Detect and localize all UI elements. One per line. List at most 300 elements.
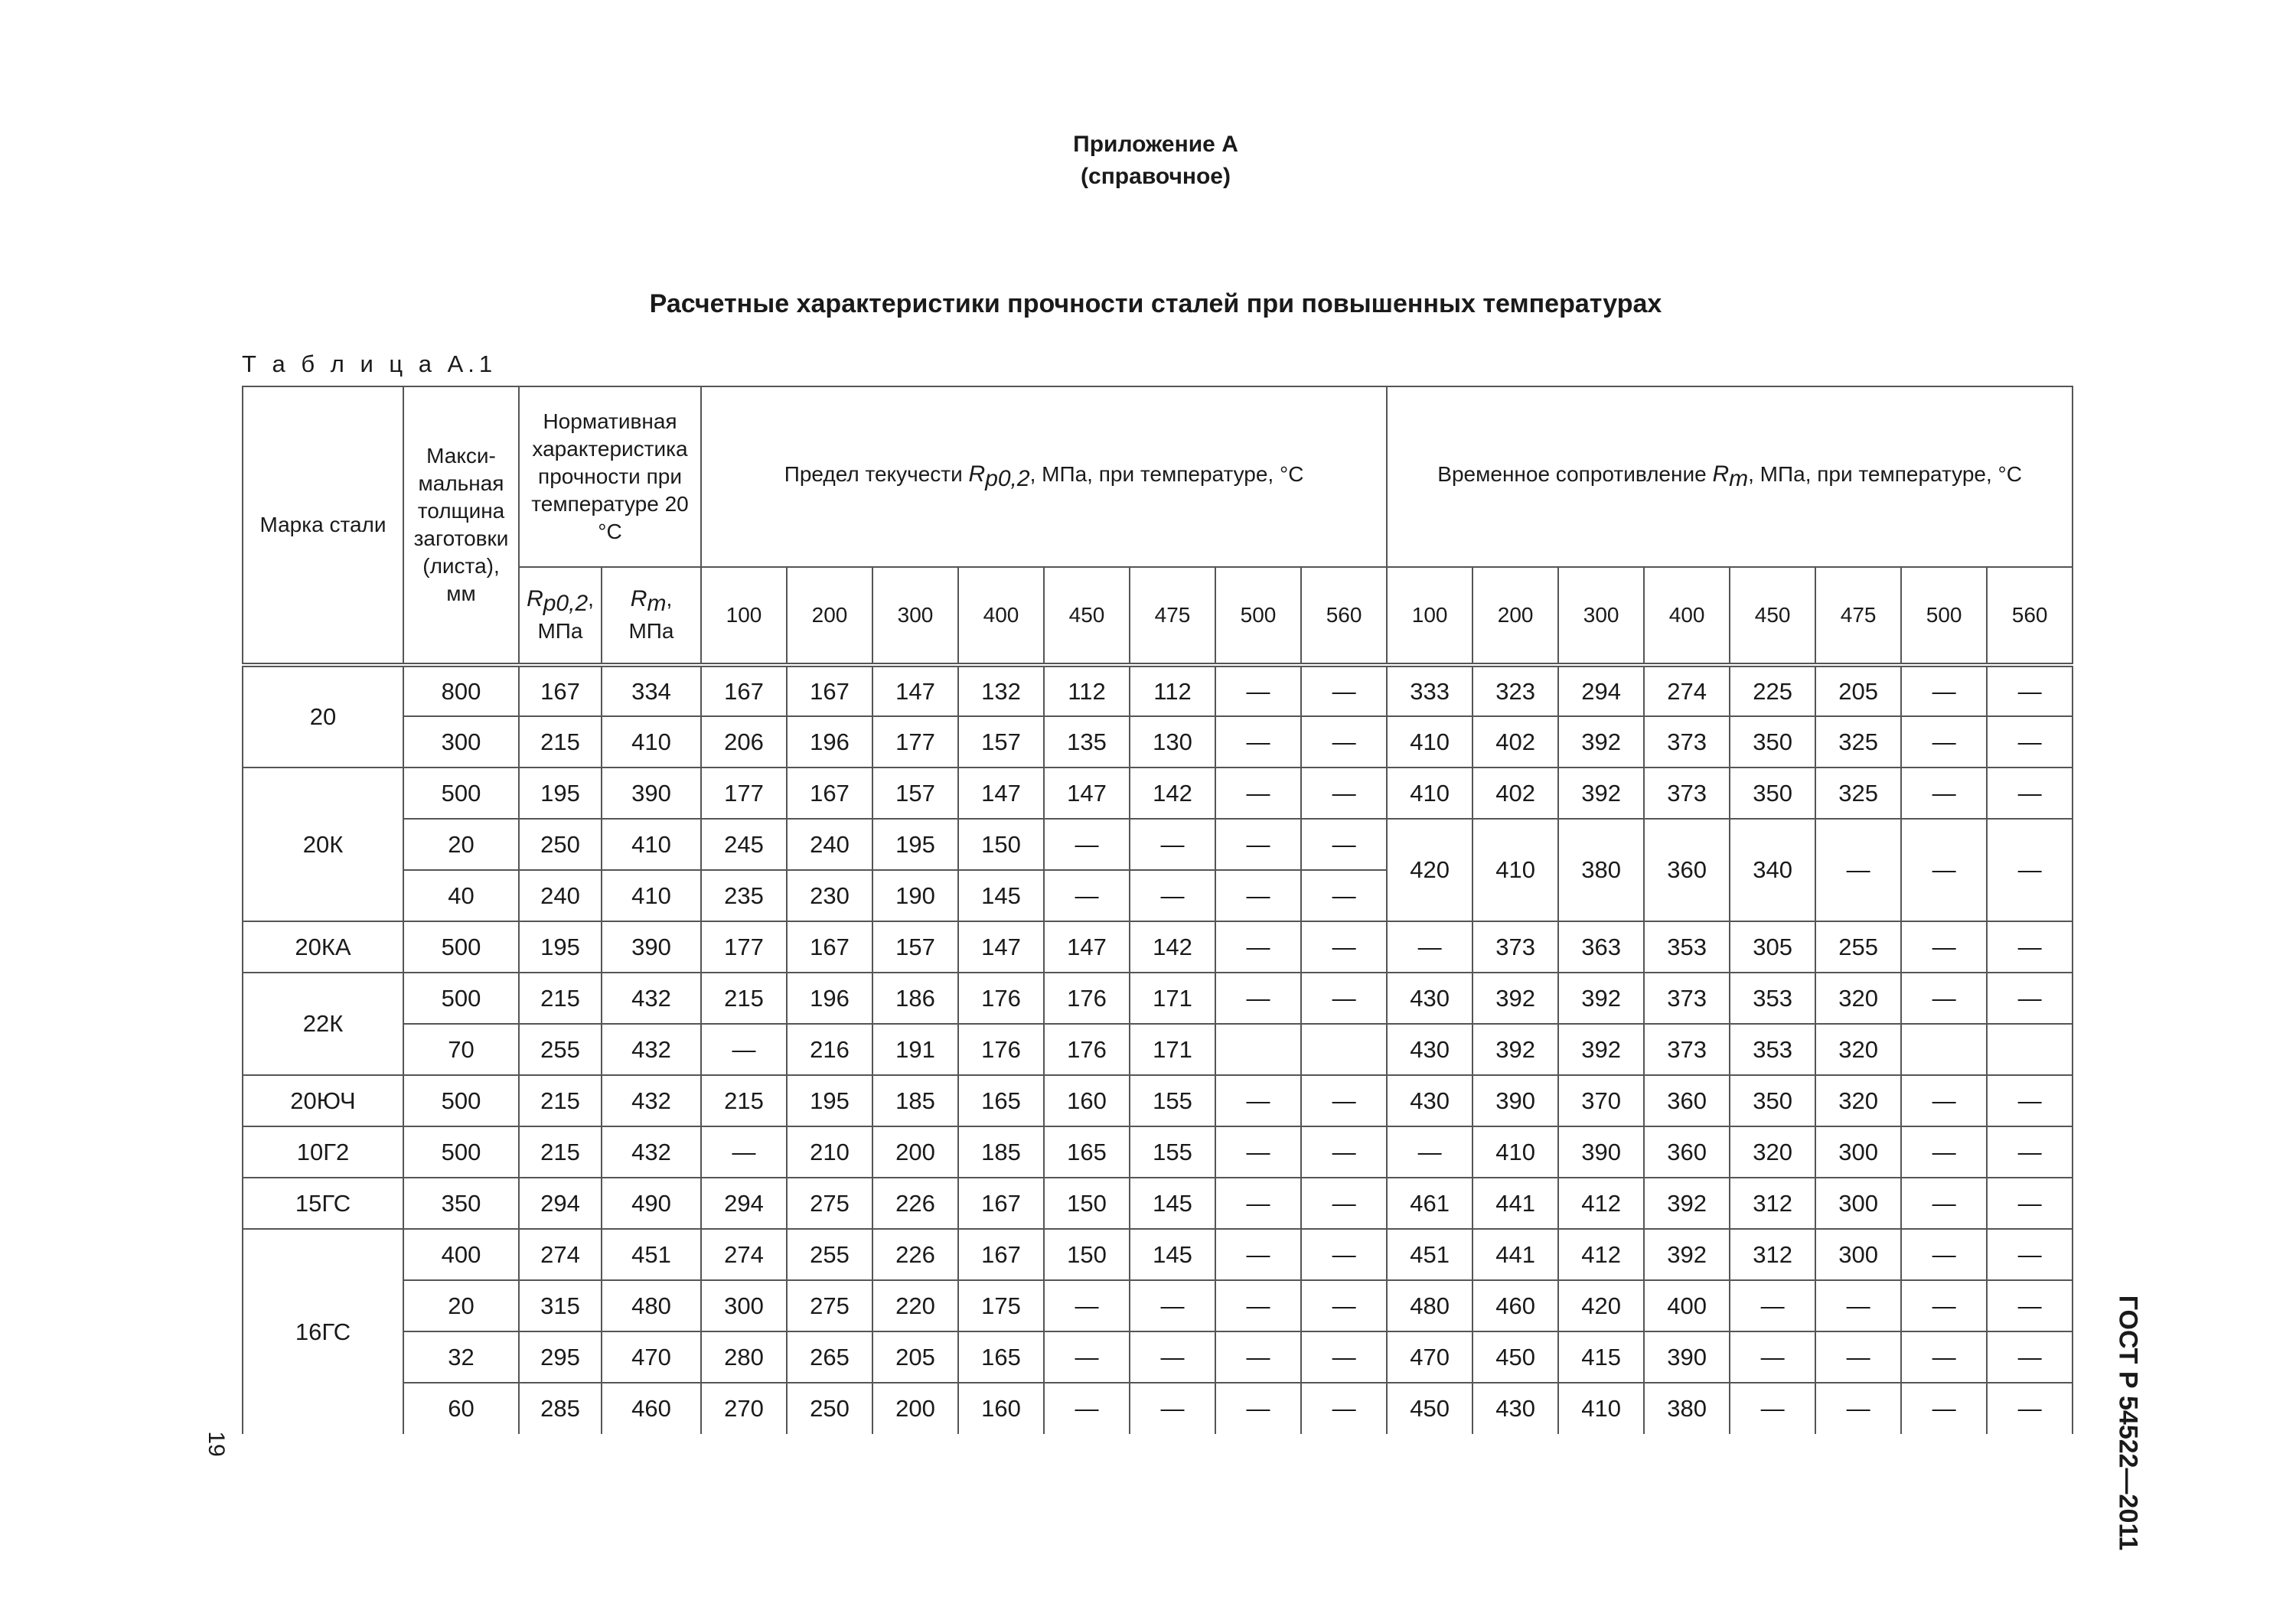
table-cell: — — [1901, 1075, 1987, 1126]
grade-cell: 20КА — [243, 921, 403, 973]
table-cell: 147 — [872, 665, 958, 716]
table-cell: — — [1901, 1331, 1987, 1383]
temperature-header: 475 — [1130, 567, 1215, 665]
table-cell: — — [1215, 1383, 1301, 1434]
table-cell: 165 — [958, 1331, 1044, 1383]
table-cell: — — [1301, 665, 1387, 716]
grade-cell: 20ЮЧ — [243, 1075, 403, 1126]
table-cell: — — [1987, 716, 2073, 768]
table-cell: 320 — [1730, 1126, 1815, 1178]
table-cell: 250 — [519, 819, 602, 870]
yield-header-text: Предел текучести — [784, 462, 969, 486]
table-cell: — — [1215, 1075, 1301, 1126]
table-cell: 185 — [958, 1126, 1044, 1178]
table-cell: 432 — [602, 1024, 701, 1075]
table-cell: — — [1301, 768, 1387, 819]
table-cell: — — [1130, 1383, 1215, 1434]
temperature-header: 300 — [1558, 567, 1644, 665]
table-cell: — — [1301, 1383, 1387, 1434]
table-cell: 230 — [787, 870, 872, 921]
table-cell: 392 — [1644, 1229, 1730, 1280]
table-cell: 157 — [872, 768, 958, 819]
tensile-header-text: Временное сопротивление — [1437, 462, 1713, 486]
rm-units: МПа — [628, 619, 674, 643]
table-label: Т а б л и ц а А.1 — [242, 350, 497, 377]
temperature-header: 400 — [958, 567, 1044, 665]
table-cell: 294 — [1558, 665, 1644, 716]
table-cell: 160 — [958, 1383, 1044, 1434]
yield-symbol-sub: p0,2 — [985, 466, 1030, 491]
tensile-strength-header — [1387, 386, 2073, 567]
table-cell: 350 — [1730, 1075, 1815, 1126]
table-cell: 205 — [872, 1331, 958, 1383]
table-cell: 294 — [519, 1178, 602, 1229]
table-cell: 432 — [602, 1126, 701, 1178]
temperature-header: 100 — [701, 567, 787, 665]
table-cell: — — [701, 1126, 787, 1178]
table-cell: 500 — [403, 1075, 519, 1126]
temperature-header: 300 — [872, 567, 958, 665]
temperature-header: 450 — [1730, 567, 1815, 665]
table-cell: 195 — [519, 921, 602, 973]
document-code: ГОСТ Р 54522—2011 — [2113, 1295, 2143, 1551]
table-cell: — — [1901, 1178, 1987, 1229]
table-cell: 410 — [1473, 1126, 1558, 1178]
rm-subheader — [602, 567, 701, 665]
table-cell: — — [1301, 1126, 1387, 1178]
table-row — [243, 1331, 2073, 1383]
document-title: Расчетные характеристики прочности сталей при повышенных температурах — [649, 289, 1662, 318]
table-cell: 412 — [1558, 1229, 1644, 1280]
table-cell: — — [1130, 1331, 1215, 1383]
table-cell: 392 — [1644, 1178, 1730, 1229]
table-cell: — — [1301, 1075, 1387, 1126]
table-cell: 470 — [602, 1331, 701, 1383]
table-cell: 157 — [958, 716, 1044, 768]
table-cell: 145 — [1130, 1178, 1215, 1229]
table-cell — [1987, 1024, 2073, 1075]
table-cell: 312 — [1730, 1178, 1815, 1229]
table-cell: 274 — [701, 1229, 787, 1280]
table-cell: 390 — [1644, 1331, 1730, 1383]
table-cell: 177 — [872, 716, 958, 768]
table-cell: — — [1901, 768, 1987, 819]
thickness-header: Макси-мальная толщина заготовки (листа), мм — [403, 386, 519, 665]
table-cell: — — [1215, 1280, 1301, 1331]
grade-cell: 10Г2 — [243, 1126, 403, 1178]
table-cell: — — [1301, 716, 1387, 768]
table-cell: 147 — [1044, 768, 1130, 819]
table-cell: 451 — [1387, 1229, 1473, 1280]
table-cell: — — [1901, 1126, 1987, 1178]
table-cell: 300 — [1815, 1229, 1901, 1280]
table-cell: 167 — [519, 665, 602, 716]
table-cell: 461 — [1387, 1178, 1473, 1229]
table-cell: 274 — [519, 1229, 602, 1280]
table-cell: 450 — [1473, 1331, 1558, 1383]
table-cell: 325 — [1815, 716, 1901, 768]
rp-units: МПа — [537, 619, 583, 643]
table-cell: 470 — [1387, 1331, 1473, 1383]
table-cell: — — [1815, 1280, 1901, 1331]
table-cell: 196 — [787, 716, 872, 768]
grade-cell: 16ГС — [243, 1229, 403, 1434]
table-cell: — — [1901, 1383, 1987, 1434]
table-cell: 255 — [1815, 921, 1901, 973]
table-cell: — — [1987, 819, 2073, 921]
table-cell: 390 — [602, 768, 701, 819]
table-cell: 360 — [1644, 1126, 1730, 1178]
table-cell: 225 — [1730, 665, 1815, 716]
table-cell: — — [1987, 768, 2073, 819]
table-cell: — — [1215, 665, 1301, 716]
table-cell: — — [1044, 1280, 1130, 1331]
table-cell: 390 — [602, 921, 701, 973]
table-cell: 167 — [958, 1178, 1044, 1229]
table-cell: 460 — [1473, 1280, 1558, 1331]
table-cell: 220 — [872, 1280, 958, 1331]
tensile-symbol: R — [1712, 461, 1730, 487]
normative-header: Нормативная характеристика прочности при температуре 20 °С — [519, 386, 701, 567]
table-cell: 215 — [701, 973, 787, 1024]
table-row — [243, 716, 2073, 768]
temperature-header: 200 — [1473, 567, 1558, 665]
rm-symbol-sub: m — [647, 591, 667, 616]
table-cell: 392 — [1558, 973, 1644, 1024]
temperature-header: 500 — [1215, 567, 1301, 665]
table-cell: 142 — [1130, 768, 1215, 819]
table-cell: 167 — [787, 921, 872, 973]
temperature-header: 500 — [1901, 567, 1987, 665]
appendix-subtitle: (справочное) — [1081, 164, 1231, 189]
table-cell: 334 — [602, 665, 701, 716]
table-cell: 315 — [519, 1280, 602, 1331]
table-cell: — — [1044, 1331, 1130, 1383]
table-cell: 171 — [1130, 973, 1215, 1024]
table-cell: 400 — [403, 1229, 519, 1280]
table-cell: 60 — [403, 1383, 519, 1434]
table-cell: 195 — [787, 1075, 872, 1126]
table-cell: 250 — [787, 1383, 872, 1434]
table-cell: — — [1815, 819, 1901, 921]
table-cell: 353 — [1730, 973, 1815, 1024]
table-cell: — — [1215, 1229, 1301, 1280]
table-cell: 160 — [1044, 1075, 1130, 1126]
table-cell — [1301, 1024, 1387, 1075]
table-cell: 190 — [872, 870, 958, 921]
table-cell: 150 — [1044, 1229, 1130, 1280]
table-cell: — — [1301, 921, 1387, 973]
table-row — [243, 1383, 2073, 1434]
table-cell: 350 — [1730, 716, 1815, 768]
table-cell: 350 — [403, 1178, 519, 1229]
yield-header-units: , МПа, при температуре, °С — [1029, 462, 1304, 486]
yield-strength-header — [701, 386, 1387, 567]
table-cell: 392 — [1558, 716, 1644, 768]
table-cell: 176 — [958, 973, 1044, 1024]
table-cell: 150 — [1044, 1178, 1130, 1229]
table-cell: — — [1044, 870, 1130, 921]
table-cell: 294 — [701, 1178, 787, 1229]
table-cell: — — [1901, 921, 1987, 973]
table-cell: 147 — [958, 768, 1044, 819]
table-cell: 373 — [1644, 973, 1730, 1024]
table-cell: 430 — [1387, 1075, 1473, 1126]
grade-cell: 20К — [243, 768, 403, 921]
table-cell: 195 — [872, 819, 958, 870]
table-cell: 240 — [787, 819, 872, 870]
table-cell: — — [1987, 1229, 2073, 1280]
table-cell: 167 — [958, 1229, 1044, 1280]
rp02-subheader — [519, 567, 602, 665]
table-cell: 373 — [1644, 1024, 1730, 1075]
table-cell: 410 — [1558, 1383, 1644, 1434]
table-cell: 420 — [1558, 1280, 1644, 1331]
table-cell: 320 — [1815, 973, 1901, 1024]
table-cell: 363 — [1558, 921, 1644, 973]
table-cell: 245 — [701, 819, 787, 870]
table-cell: 410 — [1387, 716, 1473, 768]
table-cell: — — [1215, 819, 1301, 870]
table-cell: 206 — [701, 716, 787, 768]
table-cell: 186 — [872, 973, 958, 1024]
table-cell: 295 — [519, 1331, 602, 1383]
table-cell: 157 — [872, 921, 958, 973]
temperature-header: 475 — [1815, 567, 1901, 665]
table-cell: 325 — [1815, 768, 1901, 819]
grade-cell: 20 — [243, 665, 403, 768]
temperature-header: 450 — [1044, 567, 1130, 665]
table-cell: — — [1987, 1383, 2073, 1434]
table-cell: 500 — [403, 768, 519, 819]
table-cell: 392 — [1473, 973, 1558, 1024]
table-cell: — — [1730, 1280, 1815, 1331]
table-row — [243, 1229, 2073, 1280]
table-cell: — — [1301, 1178, 1387, 1229]
temperature-header: 560 — [1301, 567, 1387, 665]
table-cell: 280 — [701, 1331, 787, 1383]
table-cell: 275 — [787, 1280, 872, 1331]
table-cell: 312 — [1730, 1229, 1815, 1280]
table-cell: — — [1301, 1229, 1387, 1280]
table-cell: 216 — [787, 1024, 872, 1075]
table-cell: 215 — [519, 716, 602, 768]
table-cell: — — [1215, 1178, 1301, 1229]
table-cell: 460 — [602, 1383, 701, 1434]
table-cell: 390 — [1558, 1126, 1644, 1178]
table-cell: — — [1901, 973, 1987, 1024]
appendix-heading — [0, 129, 2296, 193]
table-cell: 430 — [1387, 1024, 1473, 1075]
table-cell: 305 — [1730, 921, 1815, 973]
table-row — [243, 1178, 2073, 1229]
table-cell: — — [1387, 1126, 1473, 1178]
table-cell: 177 — [701, 921, 787, 973]
table-cell: 167 — [787, 665, 872, 716]
table-cell: 353 — [1644, 921, 1730, 973]
table-cell: — — [1215, 1126, 1301, 1178]
table-cell: — — [1215, 973, 1301, 1024]
table-cell: — — [1987, 1280, 2073, 1331]
table-cell: — — [1301, 973, 1387, 1024]
table-cell: 441 — [1473, 1229, 1558, 1280]
table-cell: 353 — [1730, 1024, 1815, 1075]
table-cell: 255 — [787, 1229, 872, 1280]
table-cell: 215 — [519, 1126, 602, 1178]
table-header-row — [243, 386, 2073, 567]
table-cell: 500 — [403, 1126, 519, 1178]
appendix-title: Приложение А — [1073, 132, 1238, 157]
table-cell: — — [1815, 1331, 1901, 1383]
table-cell: — — [1901, 716, 1987, 768]
table-cell: 333 — [1387, 665, 1473, 716]
table-cell: 300 — [403, 716, 519, 768]
table-cell: 490 — [602, 1178, 701, 1229]
table-cell: 165 — [958, 1075, 1044, 1126]
table-cell: 240 — [519, 870, 602, 921]
table-cell: 40 — [403, 870, 519, 921]
table-row — [243, 1024, 2073, 1075]
table-cell: — — [1987, 921, 2073, 973]
rm-symbol: R — [630, 586, 647, 611]
table-cell: 410 — [1473, 819, 1558, 921]
table-cell: — — [1987, 665, 2073, 716]
table-cell: 112 — [1044, 665, 1130, 716]
table-cell: 226 — [872, 1229, 958, 1280]
table-cell: — — [1730, 1383, 1815, 1434]
table-cell: — — [1044, 1383, 1130, 1434]
table-cell: 300 — [1815, 1178, 1901, 1229]
table-cell: 135 — [1044, 716, 1130, 768]
grade-cell: 15ГС — [243, 1178, 403, 1229]
table-cell: 165 — [1044, 1126, 1130, 1178]
table-cell: — — [1987, 1331, 2073, 1383]
rp-comma: , — [588, 587, 594, 611]
table-cell: 235 — [701, 870, 787, 921]
table-cell: 215 — [519, 973, 602, 1024]
table-cell: — — [1130, 870, 1215, 921]
table-cell: 171 — [1130, 1024, 1215, 1075]
table-cell: 480 — [602, 1280, 701, 1331]
table-cell: 130 — [1130, 716, 1215, 768]
table-cell: 410 — [602, 819, 701, 870]
table-cell: 215 — [701, 1075, 787, 1126]
table-cell: 415 — [1558, 1331, 1644, 1383]
table-cell: 274 — [1644, 665, 1730, 716]
table-cell: — — [1130, 819, 1215, 870]
table-cell: 360 — [1644, 1075, 1730, 1126]
table-row — [243, 665, 2073, 716]
table-cell: 112 — [1130, 665, 1215, 716]
table-cell: 500 — [403, 921, 519, 973]
table-cell: 400 — [1644, 1280, 1730, 1331]
table-cell: 177 — [701, 768, 787, 819]
table-row — [243, 768, 2073, 819]
table-cell: 360 — [1644, 819, 1730, 921]
temperature-header: 100 — [1387, 567, 1473, 665]
table-cell: 20 — [403, 819, 519, 870]
table-cell: 410 — [602, 870, 701, 921]
table-row — [243, 819, 2073, 870]
grade-header: Марка стали — [243, 386, 403, 665]
table-cell: — — [1215, 716, 1301, 768]
table-cell: 145 — [1130, 1229, 1215, 1280]
table-row — [243, 1126, 2073, 1178]
table-cell: 176 — [958, 1024, 1044, 1075]
temperature-header: 200 — [787, 567, 872, 665]
table-cell: 150 — [958, 819, 1044, 870]
table-cell: 320 — [1815, 1075, 1901, 1126]
table-cell: 320 — [1815, 1024, 1901, 1075]
table-cell: 430 — [1387, 973, 1473, 1024]
table-cell: 275 — [787, 1178, 872, 1229]
table-cell: 300 — [701, 1280, 787, 1331]
table-cell: 432 — [602, 1075, 701, 1126]
table-cell: — — [1815, 1383, 1901, 1434]
table-cell: 196 — [787, 973, 872, 1024]
table-cell: — — [1901, 819, 1987, 921]
temperature-header: 400 — [1644, 567, 1730, 665]
table-row — [243, 1280, 2073, 1331]
table-cell: 390 — [1473, 1075, 1558, 1126]
tensile-header-units: , МПа, при температуре, °С — [1748, 462, 2022, 486]
table-cell: — — [1215, 768, 1301, 819]
table-cell: 402 — [1473, 768, 1558, 819]
table-cell: — — [1730, 1331, 1815, 1383]
table-row — [243, 1075, 2073, 1126]
table-cell: 32 — [403, 1331, 519, 1383]
table-cell: 215 — [519, 1075, 602, 1126]
table-cell: 370 — [1558, 1075, 1644, 1126]
table-cell: — — [1901, 1280, 1987, 1331]
table-cell: — — [1215, 1331, 1301, 1383]
table-cell: 167 — [701, 665, 787, 716]
table-cell: 185 — [872, 1075, 958, 1126]
tensile-symbol-sub: m — [1729, 466, 1749, 491]
table-cell: — — [1987, 973, 2073, 1024]
table-cell: 340 — [1730, 819, 1815, 921]
table-cell: — — [1987, 1178, 2073, 1229]
table-cell: 195 — [519, 768, 602, 819]
table-cell: 392 — [1473, 1024, 1558, 1075]
table-cell: 350 — [1730, 768, 1815, 819]
table-cell: — — [701, 1024, 787, 1075]
table-cell: 430 — [1473, 1383, 1558, 1434]
table-cell: 285 — [519, 1383, 602, 1434]
table-cell: 380 — [1558, 819, 1644, 921]
table-cell: 480 — [1387, 1280, 1473, 1331]
rp-symbol-sub: p0,2 — [543, 591, 589, 616]
table-cell: — — [1215, 921, 1301, 973]
table-cell: 147 — [958, 921, 1044, 973]
table-cell: 373 — [1644, 716, 1730, 768]
table-cell: 270 — [701, 1383, 787, 1434]
table-cell: 410 — [1387, 768, 1473, 819]
table-cell: 500 — [403, 973, 519, 1024]
table-cell: 147 — [1044, 921, 1130, 973]
table-cell: 20 — [403, 1280, 519, 1331]
table-cell: — — [1987, 1075, 2073, 1126]
table-cell: 176 — [1044, 973, 1130, 1024]
temperature-header: 560 — [1987, 567, 2073, 665]
table-cell: — — [1901, 1229, 1987, 1280]
table-cell: 176 — [1044, 1024, 1130, 1075]
table-cell: — — [1301, 819, 1387, 870]
table-row — [243, 921, 2073, 973]
table-cell: 132 — [958, 665, 1044, 716]
table-cell: 167 — [787, 768, 872, 819]
table-cell: 226 — [872, 1178, 958, 1229]
